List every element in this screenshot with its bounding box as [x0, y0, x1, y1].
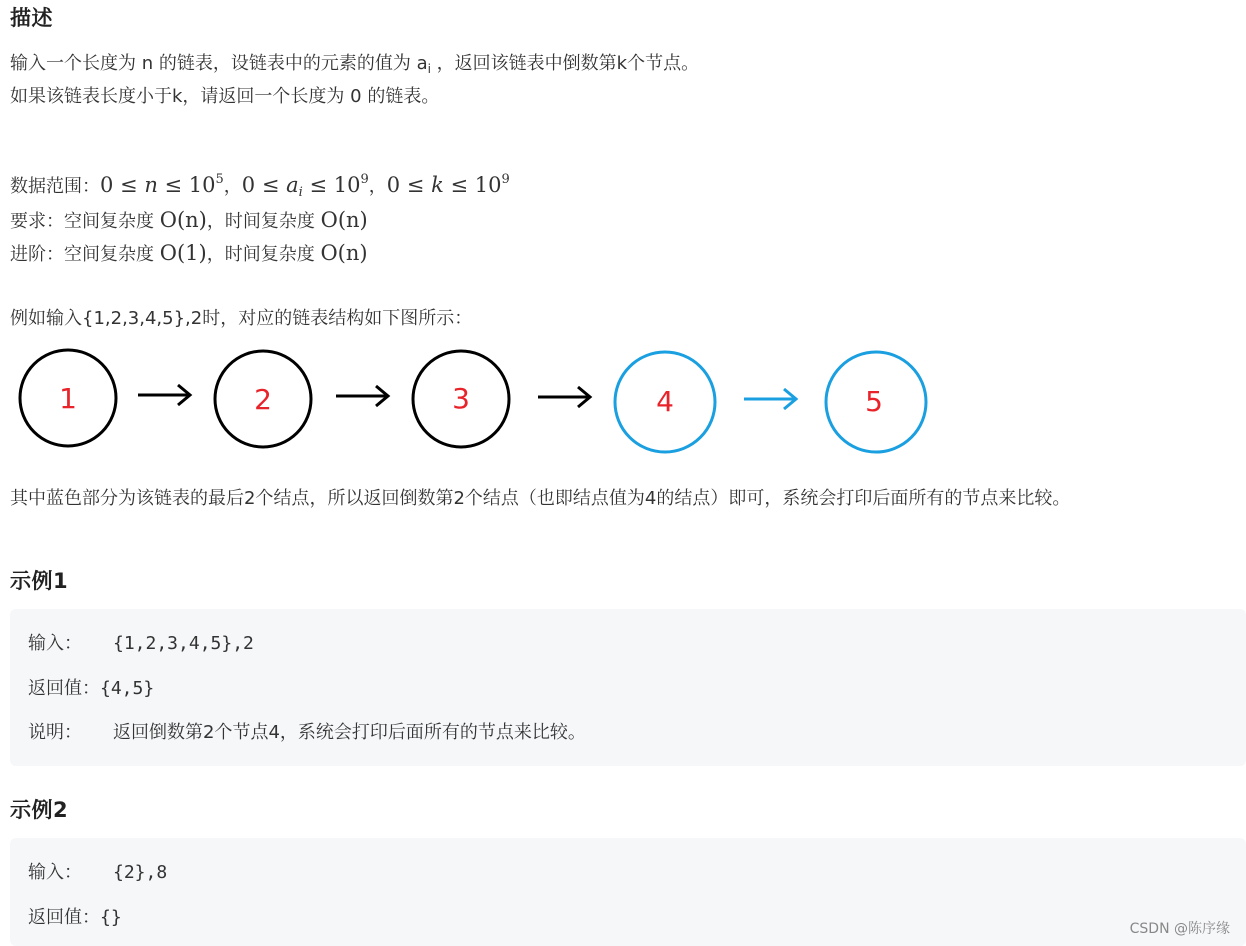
arrow-2-3	[336, 386, 388, 406]
list-node-1	[20, 350, 116, 446]
example2-return-label: 返回值：	[28, 907, 100, 928]
list-node-5	[826, 352, 926, 452]
list-node-2	[215, 351, 311, 447]
requirement-label: 要求：空间复杂度	[10, 211, 160, 232]
data-range-label: 数据范围：	[10, 176, 100, 197]
advanced-space: O(1)	[159, 241, 207, 265]
arrow-3-4	[538, 387, 590, 407]
list-node-4	[615, 352, 715, 452]
example2-input-value: {2},8	[113, 862, 168, 883]
example2-heading: 示例2	[10, 798, 69, 822]
node-label: 4	[656, 385, 674, 418]
description-line-1-suffix: ，返回该链表中倒数第k个节点。	[430, 53, 700, 74]
data-range-sep-2: ，	[368, 176, 387, 197]
data-range-formula-3: $0 \le k \le 10^9$	[386, 172, 510, 197]
example1-input-value: {1,2,3,4,5},2	[113, 633, 254, 654]
example2-return-row	[28, 903, 122, 929]
description-line-2: 如果该链表长度小于k，请返回一个长度为 0 的链表。	[10, 86, 440, 107]
node-label: 1	[59, 382, 77, 415]
data-range-formula-2: $0 \le a_i \le 10^9$	[241, 172, 369, 200]
list-node-3	[413, 351, 509, 447]
requirement-line	[10, 207, 368, 233]
example1-return-value: {4,5}	[100, 678, 155, 699]
advanced-time: O(n)	[320, 241, 368, 265]
advanced-mid: ，时间复杂度	[206, 244, 321, 265]
data-range-line	[10, 172, 510, 200]
node-label: 5	[865, 385, 883, 418]
linked-list-diagram	[0, 340, 960, 465]
example2-input-label: 输入：	[28, 862, 82, 883]
description-line-1-sub: i	[427, 62, 431, 76]
arrow-4-5	[744, 389, 796, 409]
data-range-formula: $0 \le n \le 10^5$	[100, 172, 224, 197]
arrow-1-2	[138, 385, 190, 405]
requirement-time: O(n)	[320, 208, 368, 232]
example1-box	[10, 609, 1246, 766]
example1-input-row	[28, 629, 254, 655]
csdn-watermark: CSDN @陈序缘	[1129, 921, 1230, 937]
example2-return-value: {}	[100, 907, 122, 928]
node-label: 2	[254, 383, 272, 416]
advanced-label: 进阶：空间复杂度	[10, 244, 160, 265]
example1-return-label: 返回值：	[28, 678, 100, 699]
example1-input-label: 输入：	[28, 633, 82, 654]
description-line-1-prefix: 输入一个长度为 n 的链表，设链表中的元素的值为 a	[10, 53, 428, 74]
example1-heading: 示例1	[10, 569, 69, 593]
example2-input-row	[28, 858, 167, 884]
example1-note-label: 说明：	[28, 722, 82, 743]
example-intro: 例如输入{1,2,3,4,5},2时，对应的链表结构如下图所示：	[10, 308, 473, 329]
requirement-space: O(n)	[159, 208, 207, 232]
example1-return-row	[28, 674, 154, 700]
description-line-1	[10, 49, 699, 76]
explanation-text: 其中蓝色部分为该链表的最后2个结点，所以返回倒数第2个结点（也即结点值为4的结点）即可，系统会打印后面所有的节点来比较。	[10, 488, 1071, 509]
example1-note-row	[28, 718, 586, 744]
description-heading: 描述	[10, 6, 53, 30]
requirement-mid: ，时间复杂度	[206, 211, 321, 232]
data-range-sep-1: ，	[223, 176, 242, 197]
example1-note-value: 返回倒数第2个节点4，系统会打印后面所有的节点来比较。	[113, 722, 586, 743]
example2-box	[10, 838, 1246, 946]
advanced-line	[10, 240, 368, 266]
node-label: 3	[452, 382, 470, 415]
